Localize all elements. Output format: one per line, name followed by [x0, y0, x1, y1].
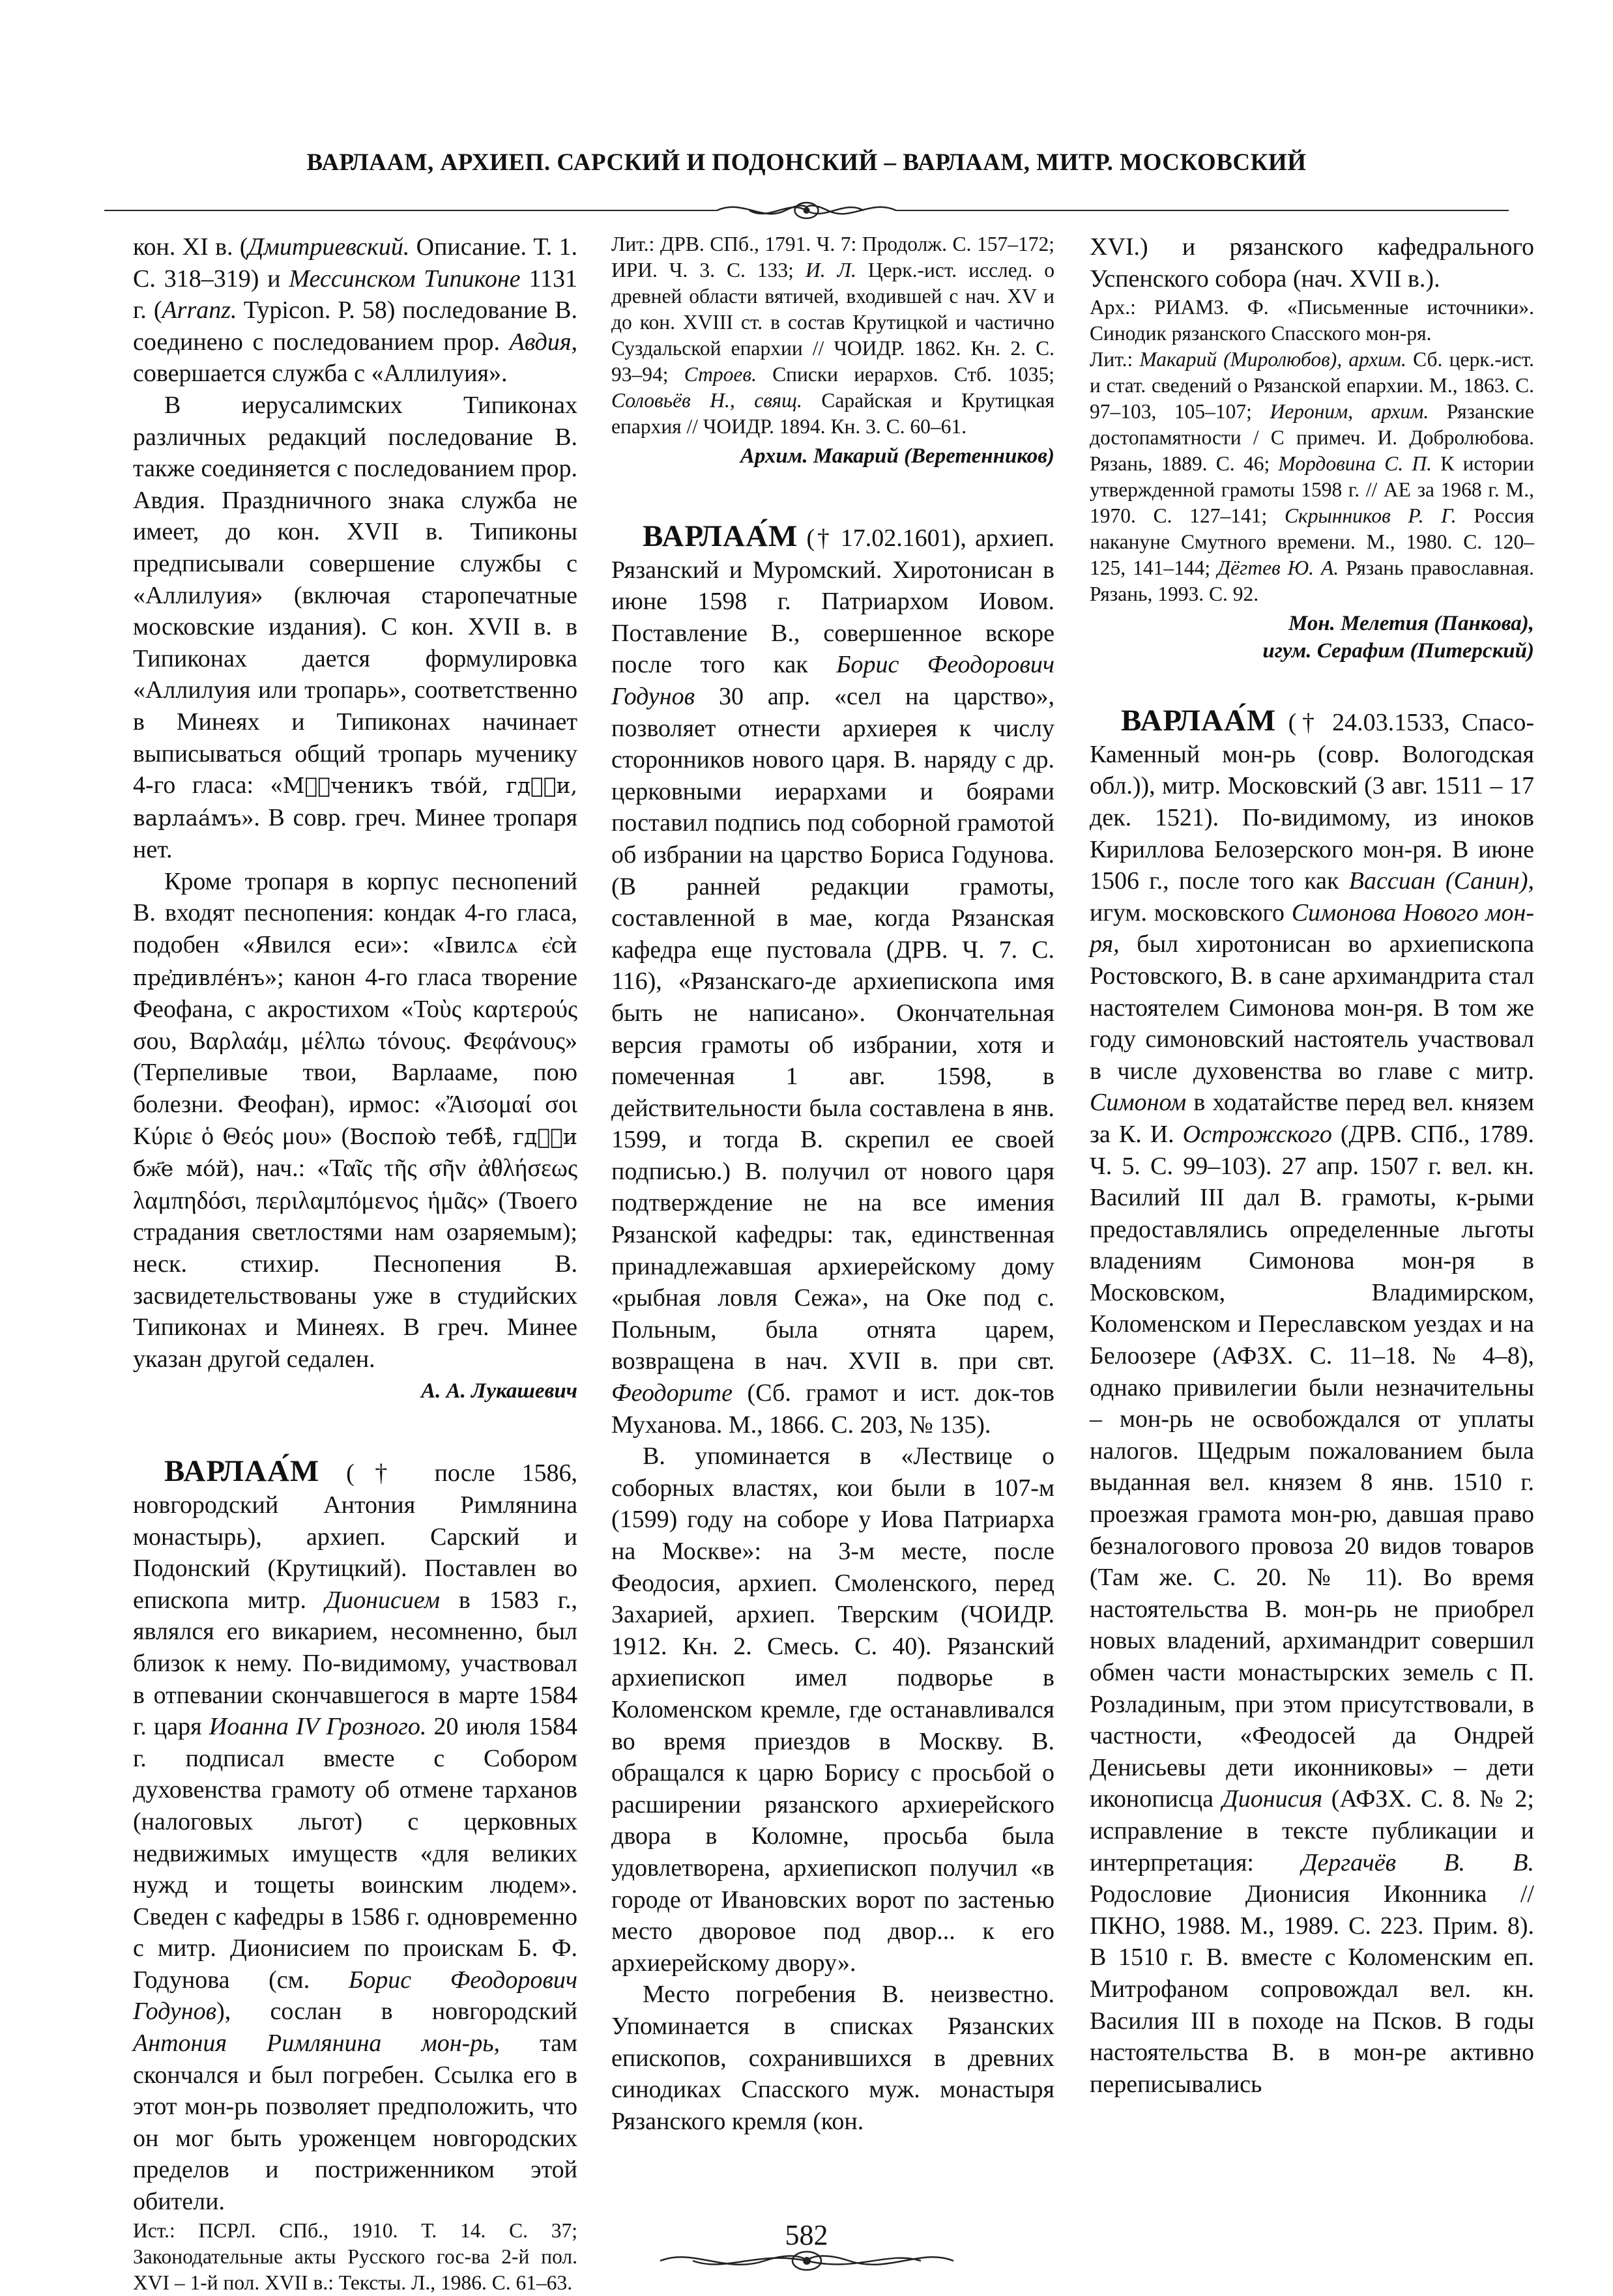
article-body: ВАРЛАА́М († 17.02.1601), архиеп. Рязанский и Муромский. Хиротонисан в июне 1598 г. Патриархом Иовом. Поставление В., совершенное вскоре после того как Борис Феодорович Годунов 30 апр. «сел на царство», позволяет отнести архиерея к числу сторонников нового царя. В. наряду с др. церковными иерархами и боярами поставил подпись под соборной грамотой об избрании на царство Бориса Годунова. (В ранней редакции грамоты, составленной в мае, когда Рязанская кафедра еще пустовала (ДРВ. Ч. 7. С. 116), «Рязанскаго-де архиепископа имя быть не написано». Окончательная версия грамоты об избрании, хотя и помеченная 1 авг. 1598, в действительности была составлена в янв. 1599, и тогда В. скрепил ее своей подписью.) В. получил от нового царя подтверждение не на все имения Рязанской кафедры: так, единственная принадлежавшая архиерейскому дому «рыбная ловля Сежа», на Оке под с. Польным, была отнята царем, возвращена в нач. XVII в. при свт. Феодорите (Сб. грамот и ист. док-тов Муханова. М., 1866. С. 203, № 135). — [611, 519, 1054, 1439]
entry-headword: ВАРЛАА́М — [643, 519, 798, 553]
entry-headword: ВАРЛАА́М — [1121, 704, 1277, 738]
paragraph: кон. XI в. (Дмитриевский. Описание. Т. 1. С. 318–319) и Мессинском Типиконе 1131 г. (Arranz. Typicon. P. 58) последование В. соединено с последованием прор. Авдия, совершается служба с «Аллилуия». — [133, 233, 577, 388]
author-signature: Мон. Мелетия (Панкова), — [1288, 612, 1534, 636]
running-title: ВАРЛААМ, АРХИЕП. САРСКИЙ И ПОДОНСКИЙ – ВАРЛААМ, МИТР. МОСКОВСКИЙ — [306, 149, 1307, 176]
author-signature: игум. Серафим (Питерский) — [1262, 639, 1534, 663]
author-signature: Архим. Макарий (Веретенников) — [740, 444, 1054, 468]
entry-headword: ВАРЛАА́М — [164, 1454, 320, 1489]
sources: Ист.: ПСРЛ. СПб., 1910. Т. 14. С. 37; Законодательные акты Русского гос-ва 2-й пол. XVI – 1-й пол. XVII в.: Тексты. Л., 1986. С. 61–63. — [133, 2218, 577, 2294]
literature: Лит.: Макарий (Миролюбов), архим. Сб. церк.-ист. и стат. сведений о Рязанской епархии. М., 1863. С. 97–103, 105–107; Иероним, архим. Рязанские достопамятности / С примеч. И. Добролюбова. Рязань, 1889. С. 46; Мордовина С. П. К истории утвержденной грамоты 1598 г. // АЕ за 1968 г. М., 1970. С. 127–141; Скрынников Р. Г. Россия накануне Смутного времени. М., 1980. С. 120–125, 141–144; Дёгтев Ю. А. Рязань православная. Рязань, 1993. С. 92. — [1090, 348, 1535, 606]
paragraph: В иерусалимских Типиконах различных редакций последование В. также соединяется с последованием прор. Авдия. Праздничного знака служба не имеет, до кон. XVII в. Типиконы предписывали совершение службы с «Аллилуия» (включая старопечатные московские издания). С кон. XVII в. в Типиконах дается формулировка «Аллилуия или тропарь», соответственно в Минеях и Типиконах начинает выписываться общий тропарь мученику 4-го гласа: «Мⷣ҇ченикъ твóй, гдⷭ҇и, варлаáмъ». В совр. греч. Минее тропаря нет. — [133, 391, 577, 864]
archives: Арх.: РИАМЗ. Ф. «Письменные источники». Синодик рязанского Спасского мон-ря. — [1090, 296, 1534, 345]
column-2 — [611, 231, 1054, 2137]
article-body: ВАРЛАА́М († 24.03.1533, Спасо-Каменный мон-рь (совр. Вологодская обл.)), митр. Московский (3 авг. 1511 – 17 дек. 1521). По-видимому, из иноков Кириллова Белозерского мон-ря. В июне 1506 г., после того как Вассиан (Санин), игум. московского Симонова Нового мон-ря, был хиротонисан во архиепископа Ростовского, В. в сане архимандрита стал настоятелем Симонова мон-ря. В том же году симоновский настоятель участвовал в числе духовенства во главе с митр. Симоном в ходатайстве перед вел. князем за К. И. Острожского (ДРВ. СПб., 1789. Ч. 5. С. 99–103). 27 апр. 1507 г. вел. кн. Василий III дал В. грамоты, к-рыми предоставлялись определенные льготы владениям Симонова мон-ря в Московском, Владимирском, Коломенском и Переславском уездах и на Белоозере (АФЗХ. С. 11–18. № 4–8), однако привилегии были незначительны – мон-рь не освобождался от уплаты налогов. Щедрым пожалованием была выданная вел. князем 8 янв. 1510 г. проезжая грамота мон-рю, давшая право безналогового провоза 20 видов товаров (Там же. С. 20. № 11). Во время настоятельства В. мон-рь не приобрел новых владений, архимандрит совершил обмен части монастырских земель с П. Розладиным, при этом присутствовали, в частности, «Феодосей да Ондрей Денисьевы дети иконниковы» – дети иконописца Дионисия (АФЗХ. С. 8. № 2; исправление в тексте публикации и интерпретация: Дергачёв В. В. Родословие Дионисия Иконника // ПКНО, 1988. М., 1989. С. 223. Прим. 8). В 1510 г. В. вместе с Коломенским еп. Митрофаном сопровождал вел. кн. Василия III в походе на Псков. В годы настоятельства В. в мон-ре активно переписывались — [1090, 704, 1534, 2098]
paragraph: Кроме тропаря в корпус песнопений В. входят песнопения: кондак 4-го гласа, подобен «Явился еси»: «Iвилсѧ є҆сѝ пре҆дивлéнъ»; канон 4-го гласа творение Феофана, с акростихом «Τοὺς καρτερούς σου, Βαρλαάμ, μέλπω τόνους. Φεφάνους» (Терпеливые твои, Варлааме, пою болезни. Феофан), ирмос: «Ἄισομαί σοι Κύριε ὁ Θεός μου» (Воспою̀ тебѣ̀, гдⷭ҇и бж҃е мóй), нач.: «Ταῖς τῆς σῆν ἀθλήσεως λαμπηδόσι, περιλαμπόμενος ἡμᾶς» (Твоего страдания светлостями нам озаряемым); неск. стихир. Песнопения В. засвидетельствованы уже в студийских Типиконах и Минеях. В греч. Минее указан другой седален. — [133, 867, 577, 1373]
column-1 — [133, 231, 577, 2296]
column-3 — [1090, 231, 1534, 2100]
paragraph: XVI.) и рязанского кафедрального Успенского собора (нач. XVII в.). — [1090, 233, 1534, 293]
header-ornament — [104, 195, 1509, 225]
author-signature: А. А. Лукашевич — [421, 1379, 577, 1403]
literature: Лит.: ДРВ. СПб., 1791. Ч. 7: Продолж. С. 157–172; ИРИ. Ч. 3. С. 133; И. Л. Церк.-ист. исслед. о древней области вятичей, входившей с нач. XV и до кон. XVIII ст. в состав Крутицкой и частично Суздальской епархии // ЧОИДР. 1862. Кн. 2. С. 93–94; Строев. Списки иерархов. Стб. 1035; Соловьёв Н., свящ. Сарайская и Крутицкая епархия // ЧОИДР. 1894. Кн. 3. С. 60–61. — [611, 233, 1055, 438]
paragraph: Место погребения В. неизвестно. Упоминается в списках Рязанских епископов, сохранившихся в древних синодиках Спасского муж. монастыря Рязанского кремля (кон. — [611, 1981, 1054, 2135]
page-number: 582 — [785, 2219, 828, 2251]
article-body: ВАРЛАА́М († после 1586, новгородский Антония Римлянина монастырь), архиеп. Сарский и Подонский (Крутицкий). Поставлен во епископа митр. Дионисием в 1583 г., являлся его викарием, несомненно, был близок к нему. По-видимому, участвовал в отпевании скончавшегося в марте 1584 г. царя Иоанна IV Грозного. 20 июля 1584 г. подписал вместе с Собором духовенства грамоту об отмене тарханов (налоговых льгот) с церковных недвижимых имуществ «для великих нужд и тощеты воинским людем». Сведен с кафедры в 1586 г. одновременно с митр. Дионисием по проискам Б. Ф. Годунова (см. Борис Феодорович Годунов), сослан в новгородский Антония Римлянина мон-рь, там скончался и был погребен. Ссылка его в этот мон-рь позволяет предположить, что он мог быть уроженцем новгородских пределов и постриженником этой обители. — [133, 1454, 578, 2216]
footer-ornament — [654, 2246, 960, 2275]
paragraph: В. упоминается в «Лествице о соборных властях, кои были в 107-м (1599) году на соборе у Иова Патриарха на Москве»: на 3-м месте, после Феодосия, архиеп. Смоленского, перед Захарией, архиеп. Тверским (ЧОИДР. 1912. Кн. 2. Смесь. С. 40). Рязанский архиепископ имел подворье в Коломенском кремле, где останавливался во время приездов в Москву. В. обращался к царю Борису с просьбой о расширении рязанского архиерейского двора в Коломне, просьба была удовлетворена, архиепископ получил «в городе от Ивановских ворот по застенью место дворовое под двор... к его архиерейскому двору». — [611, 1442, 1054, 1977]
